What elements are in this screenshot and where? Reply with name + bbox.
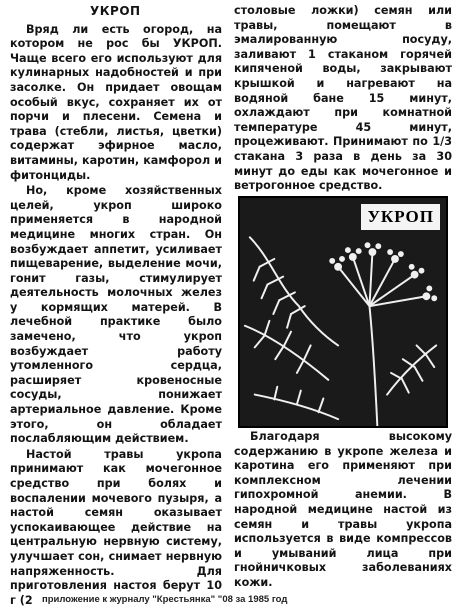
dill-plant-icon (240, 198, 446, 426)
right-column-top (234, 4, 452, 194)
dill-illustration (238, 196, 448, 428)
paragraph-infusion: Настой травы укропа принимают как мочегонное средство при болях и воспалении мочевого пузыря, а настой семян оказывает успокаивающее действие на центральную нервную систему, улучшает сон, снимает нервную напряженность. Для приготовления настоя берут 10 г (2 (10, 447, 222, 607)
right-column-bottom (234, 430, 452, 591)
source-caption: приложение к журналу "Крестьянка" "08 за 1985 год (42, 594, 288, 605)
illustration-label: УКРОП (361, 204, 440, 230)
paragraph-anemia: Благодаря высокому содержанию в укропе железа и каротина его применяют при комплексном лечении гипохромной анемии. В народной медицине настой из семян и травы укропа используется в виде компрессов и умываний лица при гнойничковых заболеваниях кожи. (234, 430, 452, 589)
article-title: УКРОП (90, 4, 141, 18)
paragraph-intro: Вряд ли есть огород, на котором не рос бы УКРОП. Чаще всего его используют для кулинарных надобностей и при засолке. Он придает овощам особый вкус, сохраняет их от порчи и плесени. Семена и трава (стебли, листья, цветки) содержат эфирное масло, витамины, каротин, камфорол и фитонциды. (10, 22, 222, 182)
left-column (10, 4, 222, 608)
paragraph-medicine: Но, кроме хозяйственных целей, укроп широко применяется в народной медицине многих стран. Он возбуждает аппетит, усиливает пищеварение, выделение мочи, гонит газы, стимулирует деятельность молочных желез у кормящих матерей. В лечебной практике было замечено, что укроп возбуждает работу утомленного сердца, расширяет кровеносные сосуды, понижает артериальное давление. Кроме этого, он обладает послабляющим действием. (10, 184, 222, 446)
paragraph-preparation: столовые ложки) семян или травы, помещают в эмалированную посуду, заливают 1 стаканом горячей кипяченой воды, закрывают крышкой и нагревают на водяной бане 15 минут, охлаждают при комнатной температуре 45 минут, процеживают. Принимают по 1/3 стакана 3 раза в день за 30 минут до еды как мочегонное и ветрогонное средство. (234, 4, 452, 193)
